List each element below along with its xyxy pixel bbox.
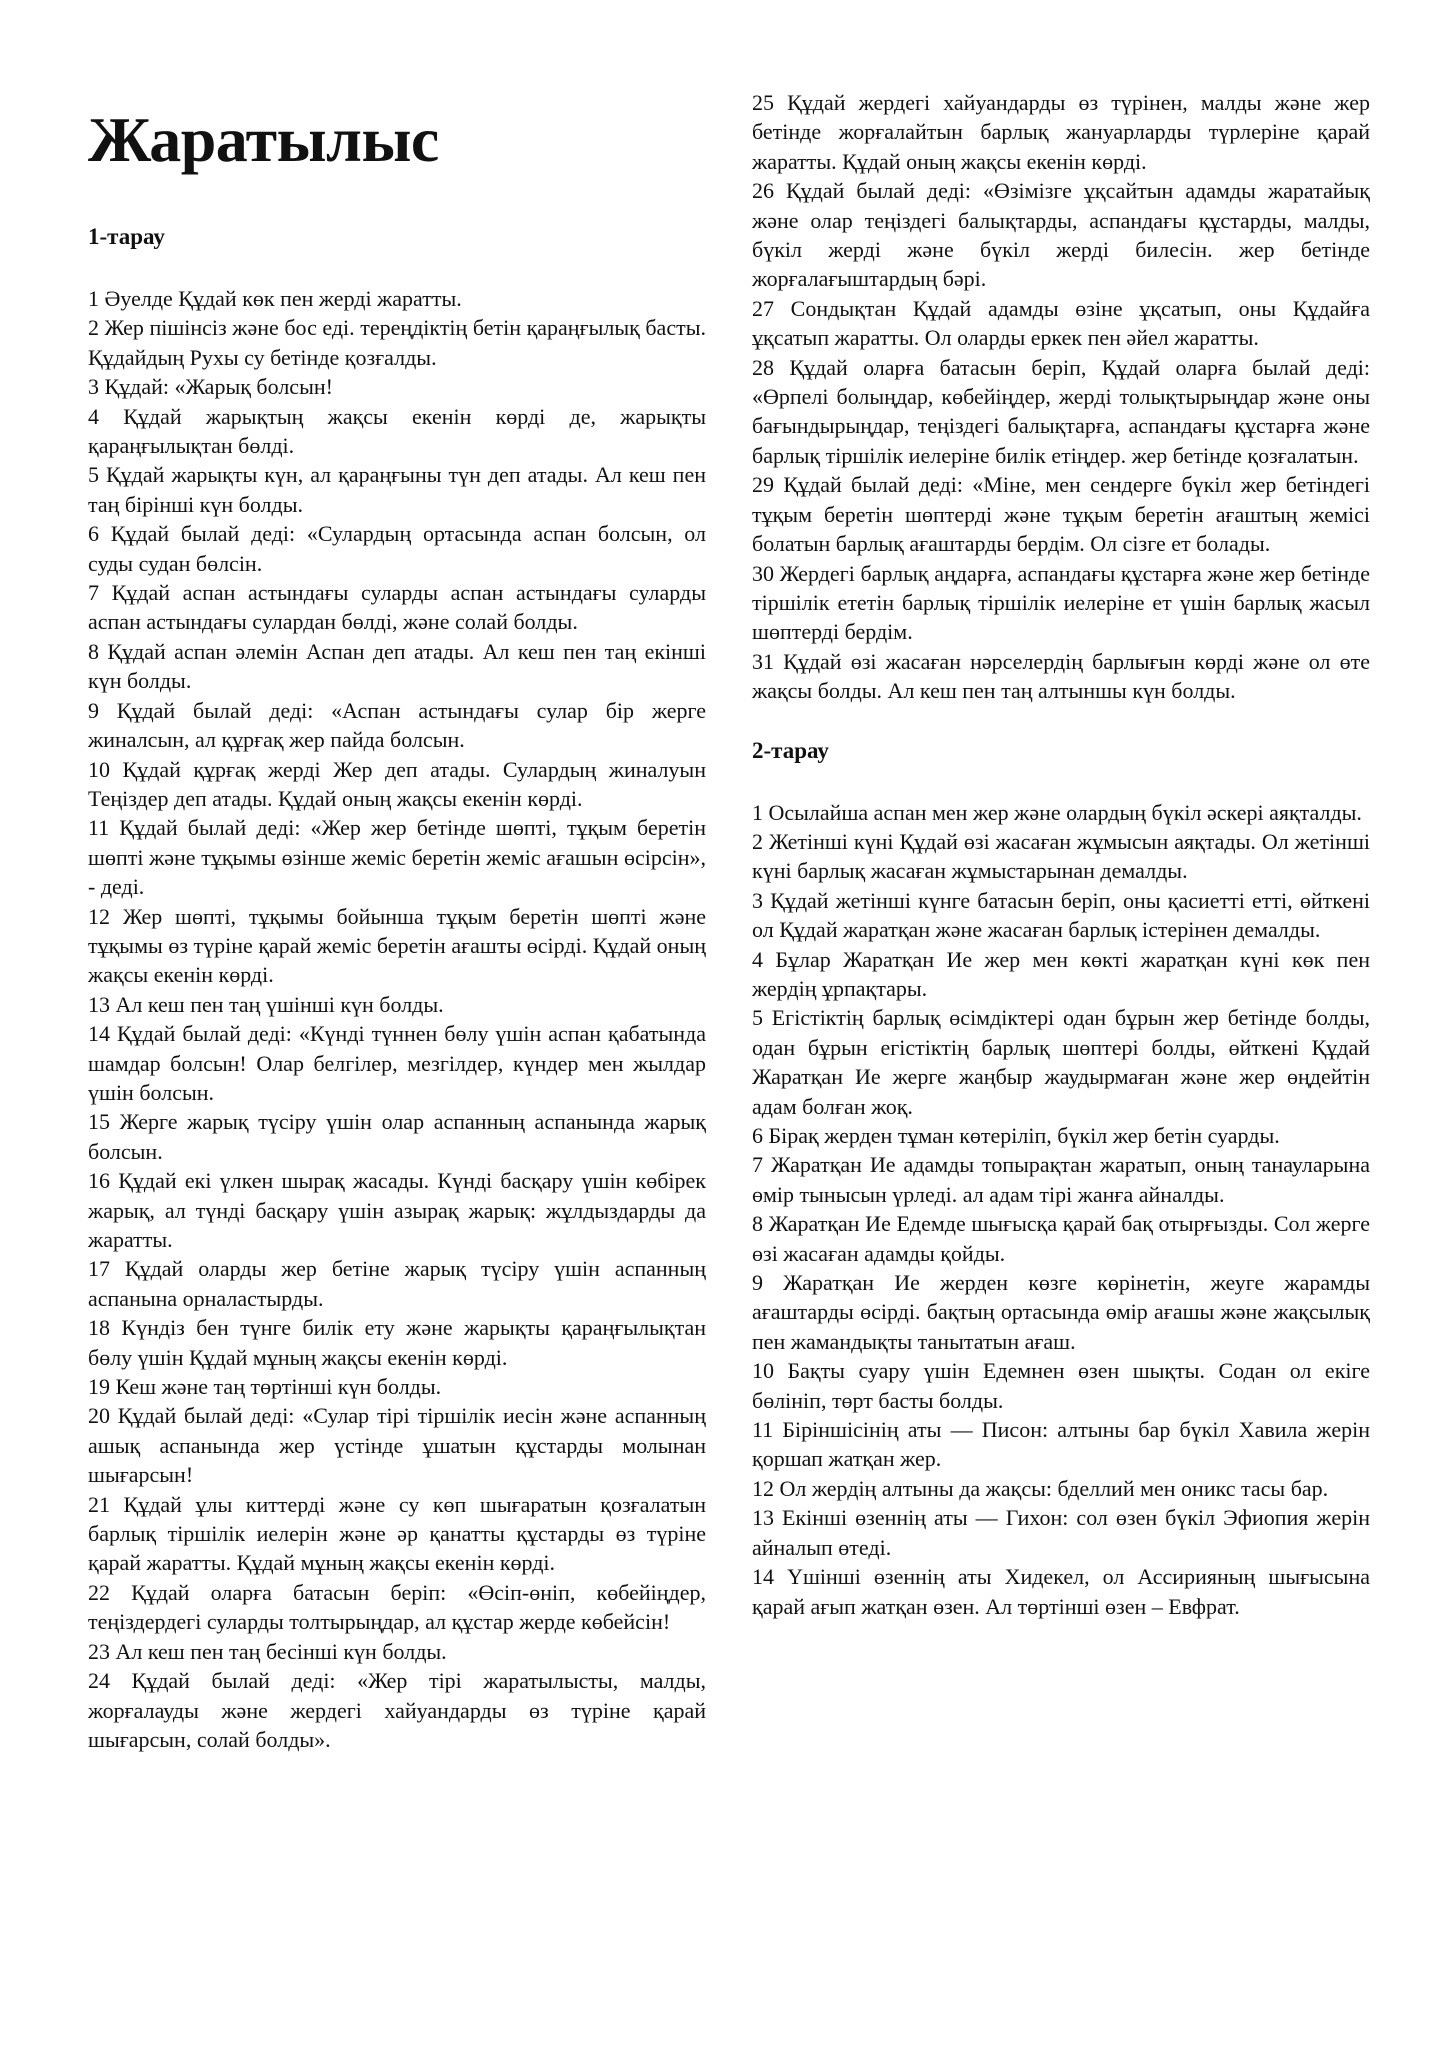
verse: 3 Құдай: «Жарық болсын! — [88, 374, 333, 400]
left-column — [88, 92, 706, 1754]
verse: 18 Күндіз бен түнге билік ету және жарықты қараңғылықтан бөлу үшін Құдай мұның жақсы екенін көрді. — [88, 1315, 706, 1370]
verse: 17 Құдай оларды жер бетіне жарық түсіру үшін аспанның аспанына орналастырды. — [88, 1256, 706, 1311]
verse: 8 Жаратқан Ие Едемде шығысқа қарай бақ отырғызды. Сол жерге өзі жасаған адамды қойды. — [752, 1211, 1370, 1266]
verse: 9 Құдай былай деді: «Аспан астындағы сулар бір жерге жиналсын, ал құрғақ жер пайда болсын. — [88, 697, 706, 753]
verse: 5 Құдай жарықты күн, ал қараңғыны түн деп атады. Ал кеш пен таң бірінші күн болды. — [88, 462, 706, 517]
verse: 23 Ал кеш пен таң бесінші күн болды. — [88, 1638, 447, 1664]
verse: 29 Құдай былай деді: «Міне, мен сендерге бүкіл жер бетіндегі тұқым беретін шөптерді және тұқым беретін ағаштың жемісі болатын барлық ағаштарды бердім. Ол сізге ет болады. — [752, 472, 1370, 557]
verse: 10 Құдай құрғақ жерді Жер деп атады. Сулардың жиналуын Теңіздер деп атады. Құдай оның жақсы екенін көрді. — [88, 756, 706, 811]
verse: 7 Жаратқан Ие адамды топырақтан жаратып, оның танауларына өмір тынысын үрледі. ал адам тірі жанға айналды. — [752, 1152, 1370, 1207]
verse: 26 Құдай былай деді: «Өзімізге ұқсайтын адамды жаратайық және олар теңіздегі балықтарды, аспандағы құстарды, малды, бүкіл жерді және бүкіл жерді билесін. жер бетінде жорғалағыштардың бәрі. — [752, 178, 1370, 292]
verse: 14 Құдай былай деді: «Күнді түннен бөлу үшін аспан қабатында шамдар болсын! Олар белгілер, мезгілдер, күндер мен жылдар үшін болсын. — [88, 1021, 706, 1105]
verse: 15 Жерге жарық түсіру үшін олар аспанның аспанында жарық болсын. — [88, 1109, 706, 1164]
verse: 27 Сондықтан Құдай адамды өзіне ұқсатып, оны Құдайға ұқсатып жаратты. Ол оларды еркек пен әйел жаратты. — [752, 295, 1370, 351]
verse: 19 Кеш және таң төртінші күн болды. — [88, 1374, 442, 1400]
verse: 10 Бақты суару үшін Едемнен өзен шықты. Содан ол екіге бөлініп, төрт басты болды. — [752, 1358, 1370, 1413]
verse: 22 Құдай оларға батасын беріп: «Өсіп-өніп, көбейіңдер, теңіздердегі суларды толтырыңдар, ал құстар жерде көбейсін! — [88, 1579, 706, 1635]
verse: 2 Жер пішінсіз және бос еді. тереңдіктің бетін қараңғылық басты. Құдайдың Рухы су бетінде қозғалды. — [88, 315, 706, 370]
verse: 13 Екінші өзеннің аты — Гихон: сол өзен бүкіл Эфиопия жерін айналып өтеді. — [752, 1505, 1370, 1560]
chapter-1-verses-left — [88, 284, 706, 1754]
verse: 31 Құдай өзі жасаған нәрселердің барлығын көрді және ол өте жақсы болды. Ал кеш пен таң алтыншы күн болды. — [752, 648, 1370, 704]
verse: 13 Ал кеш пен таң үшінші күн болды. — [88, 991, 444, 1017]
verse: 4 Құдай жарықтың жақсы екенін көрді де, жарықты қараңғылықтан бөлді. — [88, 403, 706, 459]
verse: 3 Құдай жетінші күнге батасын беріп, оны қасиетті етті, өйткені ол Құдай жаратқан және жасаған барлық істерінен демалды. — [752, 887, 1370, 943]
verse: 14 Үшінші өзеннің аты Хидекел, ол Ассирияның шығысына қарай ағып жатқан өзен. Ал төртінші өзен – Евфрат. — [752, 1564, 1370, 1619]
chapter-2-verses — [752, 798, 1370, 1621]
verse: 30 Жердегі барлық аңдарға, аспандағы құстарға және жер бетінде тіршілік ететін барлық тіршілік иелеріне ет үшін барлық жасыл шөптерді бердім. — [752, 560, 1370, 645]
verse: 21 Құдай ұлы киттерді және су көп шығаратын қозғалатын барлық тіршілік иелерін және әр қанатты құстарды өз түріне қарай жаратты. Құдай мұның жақсы екенін көрді. — [88, 1491, 706, 1576]
verse: 1 Осылайша аспан мен жер және олардың бүкіл әскері аяқталды. — [752, 799, 1362, 825]
verse: 4 Бұлар Жаратқан Ие жер мен көкті жаратқан күні көк пен жердің ұрпақтары. — [752, 946, 1370, 1001]
verse: 6 Құдай былай деді: «Сулардың ортасында аспан болсын, ол суды судан бөлсін. — [88, 521, 706, 576]
chapter-1-heading: 1-тарау — [88, 224, 165, 249]
verse: 28 Құдай оларға батасын беріп, Құдай оларға былай деді: «Өрпелі болыңдар, көбейіңдер, жерді толықтырыңдар және оны бағындырыңдар, теңіздегі балықтарға, аспандағы құстарға және барлық тіршілік иелеріне билік етіңдер. жер бетінде қозғалатын. — [752, 354, 1370, 468]
verse: 2 Жетінші күні Құдай өзі жасаған жұмысын аяқтады. Ол жетінші күні барлық жасаған жұмыстарынан демалды. — [752, 828, 1370, 884]
verse: 8 Құдай аспан әлемін Аспан деп атады. Ал кеш пен таң екінші күн болды. — [88, 638, 706, 694]
verse: 16 Құдай екі үлкен шырақ жасады. Күнді басқару үшін көбірек жарық, ал түнді басқару үшін азырақ жарық: жұлдыздарды да жаратты. — [88, 1168, 706, 1252]
right-column — [752, 88, 1370, 1621]
verse: 7 Құдай аспан астындағы суларды аспан астындағы суларды аспан астындағы сулардан бөлді, және солай болды. — [88, 580, 706, 635]
verse: 25 Құдай жердегі хайуандарды өз түрінен, малды және жер бетінде жорғалайтын барлық жануарларды түрлеріне қарай жаратты. Құдай оның жақсы екенін көрді. — [752, 90, 1370, 174]
verse: 11 Құдай былай деді: «Жер жер бетінде шөпті, тұқым беретін шөпті және тұқымы өзінше жеміс беретін жеміс ағашын өсірсін», - деді. — [88, 815, 706, 900]
chapter-2-heading: 2-тарау — [752, 737, 829, 763]
verse: 20 Құдай былай деді: «Сулар тірі тіршілік иесін және аспанның ашық аспанында жер үстінде ұшатын құстарды молынан шығарсын! — [88, 1403, 706, 1488]
verse: 24 Құдай былай деді: «Жер тірі жаратылысты, малды, жорғалауды және жердегі хайуандарды өз түріне қарай шығарсын, солай болды». — [88, 1668, 706, 1752]
verse: 12 Жер шөпті, тұқымы бойынша тұқым беретін шөпті және тұқымы өз түріне қарай жеміс беретін ағашты өсірді. Құдай оның жақсы екенін көрді. — [88, 903, 706, 988]
verse: 9 Жаратқан Ие жерден көзге көрінетін, жеуге жарамды ағаштарды өсірді. бақтың ортасында өмір ағашы және жақсылық пен жамандықты танытатын ағаш. — [752, 1270, 1370, 1354]
verse: 5 Егістіктің барлық өсімдіктері одан бұрын жер бетінде болды, одан бұрын егістіктің барлық шөптері болды, өйткені Құдай Жаратқан Ие жерге жаңбыр жаудырмаған және жер өңдейтін адам болған жоқ. — [752, 1005, 1370, 1119]
chapter-1-verses-right — [752, 88, 1370, 706]
verse: 6 Бірақ жерден тұман көтеріліп, бүкіл жер бетін суарды. — [752, 1123, 1280, 1148]
document-title: Жаратылыс — [88, 104, 439, 175]
verse: 1 Әуелде Құдай көк пен жерді жаратты. — [88, 286, 462, 311]
verse: 12 Ол жердің алтыны да жақсы: бделлий мен оникс тасы бар. — [752, 1475, 1329, 1501]
verse: 11 Біріншісінің аты — Писон: алтыны бар бүкіл Хавила жерін қоршап жатқан жер. — [752, 1417, 1370, 1472]
